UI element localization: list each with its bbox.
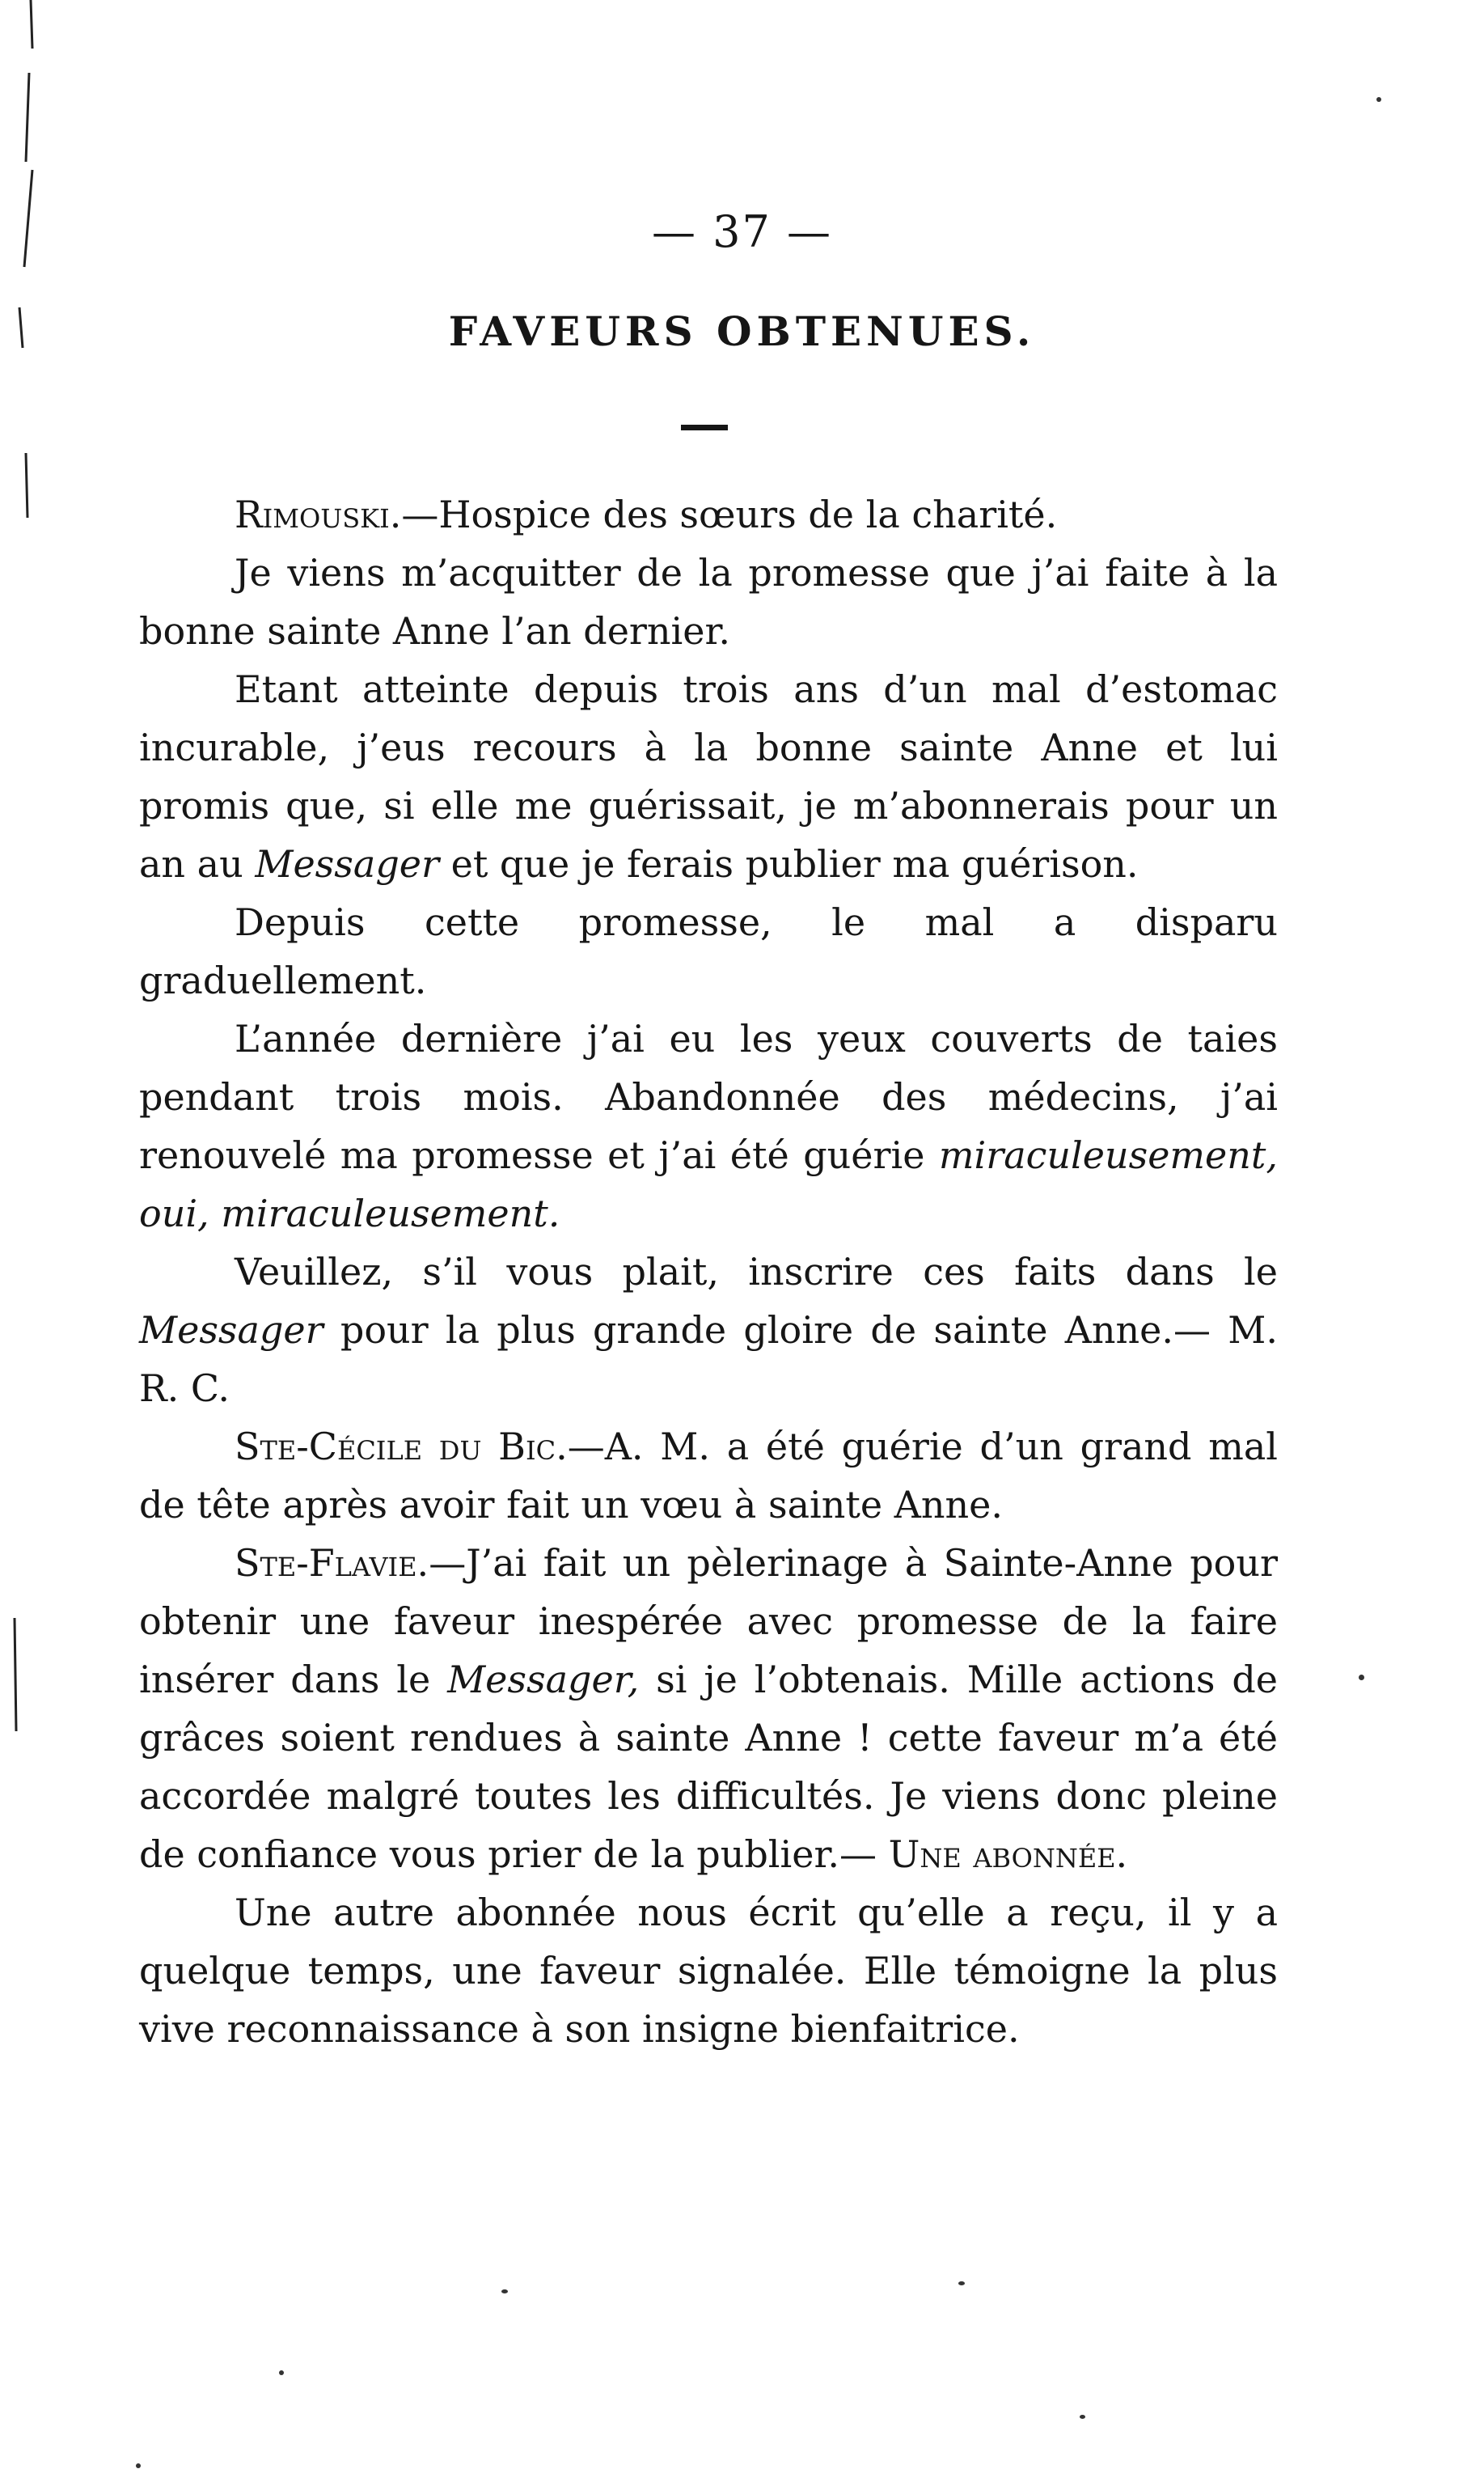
print-speck — [1376, 97, 1381, 102]
paragraph: Une autre abonnée nous écrit qu’elle a reçu, il y a quelque temps, une faveur signalée. Elle témoigne la plus vive reconnaissance à son insigne bienfaitrice. — [139, 1891, 1278, 2051]
print-speck — [501, 2289, 508, 2293]
print-speck — [958, 2281, 965, 2285]
italic-text: Messager, — [447, 1658, 640, 1701]
paragraph-ste-cecile — [139, 1417, 1278, 1534]
paragraph-text: —Hospice des sœurs de la charité. — [401, 493, 1058, 536]
print-speck — [279, 2370, 284, 2375]
paragraph-rimouski — [139, 485, 1278, 544]
italic-text: Messager — [255, 842, 439, 886]
place-name: Ste-Cécile du Bic. — [235, 1425, 568, 1468]
paragraph: Depuis cette promesse, le mal a disparu graduellement. — [139, 900, 1278, 1002]
section-heading: FAVEURS OBTENUES. — [448, 307, 1036, 355]
paragraph: Je viens m’acquitter de la promesse que j’ai faite à la bonne sainte Anne l’an dernier. — [139, 551, 1278, 653]
italic-text: Messager — [139, 1308, 323, 1352]
paragraph-text: —A. M. a été guérie d’un grand mal de tête après avoir fait un vœu à sainte Anne. — [139, 1425, 1278, 1527]
paragraph — [139, 1243, 1278, 1417]
page-number: — 37 — — [651, 206, 833, 257]
paragraph — [139, 660, 1278, 893]
print-speck — [1359, 1675, 1364, 1680]
place-name: Rimouski. — [235, 493, 402, 536]
margin-ink-marks — [8, 0, 40, 1739]
body-text — [139, 485, 1278, 2058]
print-speck — [136, 2463, 141, 2468]
paragraph-text: L’année dernière j’ai eu les yeux couverts de taies pendant trois mois. Abandonnée des médecins, j’ai renouvelé ma promesse et j’ai été guérie — [139, 1017, 1278, 1177]
paragraph-text: Etant atteinte depuis trois ans d’un mal d’estomac incurable, j’eus recours à la bonne sainte Anne et lui promis que, si elle me guérissait, je m’abonnerais pour un an au — [139, 667, 1278, 886]
paragraph-ste-flavie — [139, 1534, 1278, 1883]
paragraph — [139, 1010, 1278, 1243]
place-name: Ste-Flavie. — [235, 1541, 429, 1585]
paragraph-text: —J’ai fait un pèlerinage à Sainte-Anne pour obtenir une faveur inespérée avec promesse de la faire insérer dans le — [139, 1541, 1278, 1701]
paragraph-text: pour la plus grande gloire de sainte Anne.— M. R. C. — [139, 1308, 1278, 1410]
print-speck — [1080, 2415, 1085, 2419]
signature: Une abonnée. — [888, 1832, 1128, 1876]
paragraph-text: si je l’obtenais. Mille actions de grâces soient rendues à sainte Anne ! cette faveur m’a été accordée malgré toutes les difficultés. Je viens donc pleine de confiance vous prier de la publier.— — [139, 1658, 1278, 1876]
heading-divider — [681, 425, 728, 430]
paragraph-text: Veuillez, s’il vous plait, inscrire ces faits dans le — [235, 1250, 1278, 1294]
italic-text: miraculeusement, oui, miraculeusement. — [139, 1133, 1278, 1235]
paragraph-text: et que je ferais publier ma guérison. — [438, 842, 1139, 886]
